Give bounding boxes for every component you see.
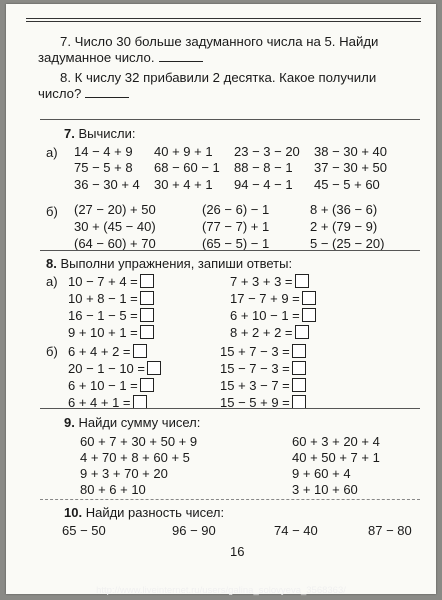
ex9-title: 9. Найди сумму чисел:	[64, 415, 201, 430]
equation: 10 + 8 − 1 =	[68, 291, 154, 306]
equation: 15 − 7 − 3 =	[220, 361, 306, 376]
expression: 74 − 40	[274, 523, 318, 538]
ex10-title: 10. Найди разность чисел:	[64, 505, 225, 520]
expression: 3 + 10 + 60	[292, 482, 358, 497]
expression: 60 + 3 + 20 + 4	[292, 434, 380, 449]
answer-box[interactable]	[302, 291, 316, 305]
answer-box[interactable]	[140, 274, 154, 288]
equation: 20 − 1 − 10 =	[68, 361, 161, 376]
expression: 8 + (36 − 6)	[310, 202, 378, 217]
expression: 88 − 8 − 1	[234, 160, 293, 175]
ex8-title: 8. Выполни упражнения, запиши ответы:	[46, 256, 293, 271]
answer-box[interactable]	[295, 274, 309, 288]
equation: 9 + 10 + 1 =	[68, 325, 154, 340]
divider	[40, 499, 420, 500]
equation: 6 + 10 − 1 =	[230, 308, 316, 323]
top-border	[26, 18, 421, 22]
answer-blank	[159, 51, 203, 62]
ex7-part-b-label: б)	[46, 204, 58, 219]
expression: 9 + 3 + 70 + 20	[80, 466, 168, 481]
answer-box[interactable]	[140, 291, 154, 305]
divider	[40, 408, 420, 409]
equation: 17 − 7 + 9 =	[230, 291, 316, 306]
expression: 80 + 6 + 10	[80, 482, 146, 497]
expression: 38 − 30 + 40	[314, 144, 388, 159]
ex8-part-a-label: а)	[46, 274, 58, 289]
expression: (26 − 6) − 1	[202, 202, 270, 217]
expression: 60 + 7 + 30 + 50 + 9	[80, 434, 198, 449]
answer-blank	[85, 87, 129, 98]
divider	[40, 250, 420, 251]
equation: 6 + 4 + 2 =	[68, 344, 147, 359]
equation: 7 + 3 + 3 =	[230, 274, 309, 289]
expression: (65 − 5) − 1	[202, 236, 270, 251]
answer-box[interactable]	[140, 308, 154, 322]
answer-box[interactable]	[302, 308, 316, 322]
expression: 30 + (45 − 40)	[74, 219, 156, 234]
ex8-part-b-label: б)	[46, 344, 58, 359]
equation: 6 + 10 − 1 =	[68, 378, 154, 393]
expression: 14 − 4 + 9	[74, 144, 133, 159]
expression: 65 − 50	[62, 523, 106, 538]
expression: 5 − (25 − 20)	[310, 236, 385, 251]
task-7: 7. Число 30 больше задуманного числа на 5. Найди задуманное число.	[38, 34, 379, 65]
expression: 96 − 90	[172, 523, 216, 538]
expression: 9 + 60 + 4	[292, 466, 351, 481]
expression: 68 − 60 − 1	[154, 160, 220, 175]
ex7-part-a-label: а)	[46, 145, 58, 160]
task-8: 8. К числу 32 прибавили 2 десятка. Какое получили число?	[38, 70, 377, 101]
equation: 15 + 7 − 3 =	[220, 344, 306, 359]
answer-box[interactable]	[140, 325, 154, 339]
expression: 40 + 9 + 1	[154, 144, 213, 159]
answer-box[interactable]	[292, 344, 306, 358]
answer-box[interactable]	[292, 395, 306, 409]
answer-box[interactable]	[292, 378, 306, 392]
equation: 15 − 5 + 9 =	[220, 395, 306, 410]
workbook-page	[6, 4, 436, 594]
equation: 15 + 3 − 7 =	[220, 378, 306, 393]
expression: 4 + 70 + 8 + 60 + 5	[80, 450, 190, 465]
expression: 36 − 30 + 4	[74, 177, 140, 192]
answer-box[interactable]	[292, 361, 306, 375]
equation: 8 + 2 + 2 =	[230, 325, 309, 340]
expression: 2 + (79 − 9)	[310, 219, 378, 234]
expression: (27 − 20) + 50	[74, 202, 156, 217]
expression: 45 − 5 + 60	[314, 177, 380, 192]
page-number: 16	[230, 544, 245, 559]
answer-box[interactable]	[147, 361, 161, 375]
source-url-watermark: http://www.liveinternet.ru/users/galina_solovyeva_3568363/	[96, 585, 346, 596]
equation: 10 − 7 + 4 =	[68, 274, 154, 289]
expression: (77 − 7) + 1	[202, 219, 270, 234]
equation: 6 + 4 + 1 =	[68, 395, 147, 410]
expression: 75 − 5 + 8	[74, 160, 133, 175]
divider	[40, 119, 420, 120]
answer-box[interactable]	[133, 395, 147, 409]
answer-box[interactable]	[140, 378, 154, 392]
expression: 87 − 80	[368, 523, 412, 538]
expression: 30 + 4 + 1	[154, 177, 213, 192]
equation: 16 − 1 − 5 =	[68, 308, 154, 323]
expression: 37 − 30 + 50	[314, 160, 388, 175]
ex7-title: 7. Вычисли:	[64, 126, 136, 141]
expression: 94 − 4 − 1	[234, 177, 293, 192]
answer-box[interactable]	[295, 325, 309, 339]
expression: (64 − 60) + 70	[74, 236, 156, 251]
intro-tasks	[38, 34, 406, 106]
answer-box[interactable]	[133, 344, 147, 358]
expression: 23 − 3 − 20	[234, 144, 300, 159]
expression: 40 + 50 + 7 + 1	[292, 450, 380, 465]
